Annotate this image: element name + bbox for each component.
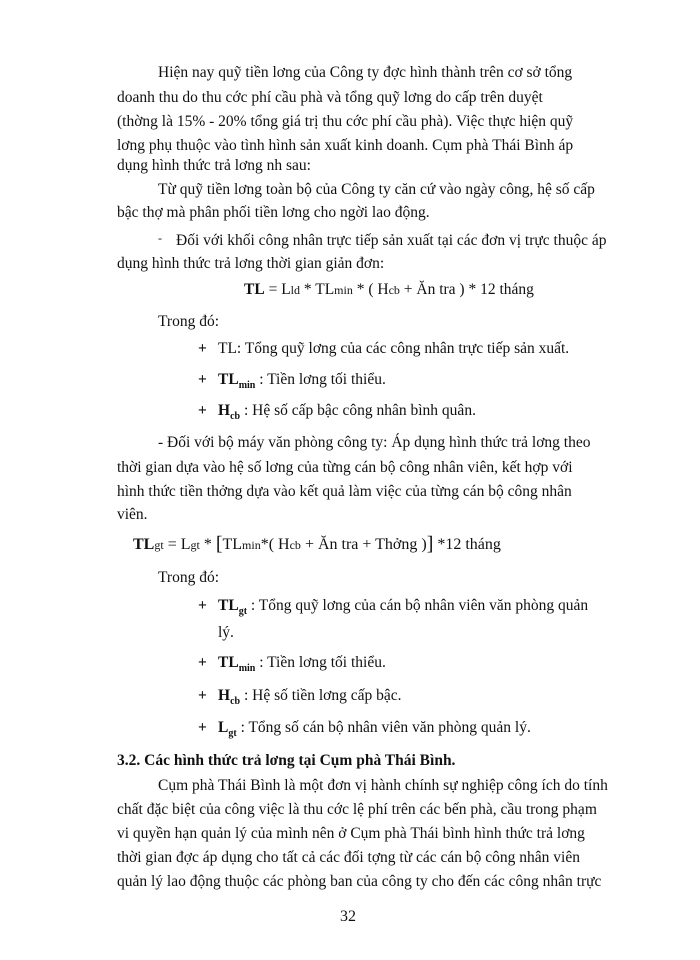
section-heading: 3.2. Các hình thức trả lơng tại Cụm phà Thái Bình. <box>117 752 456 769</box>
bullet-dash: - <box>158 231 162 245</box>
def2-item-4 <box>198 718 531 740</box>
def-text: : Hệ số tiền lơng cấp bậc. <box>240 687 402 704</box>
formula1-l: L <box>281 281 291 298</box>
def-symbol: TL <box>218 371 239 388</box>
para3-line-1 <box>158 231 606 251</box>
def-symbol-sub: gt <box>238 606 248 617</box>
para2-line-1: Từ quỹ tiền lơng toàn bộ của Công ty căn cứ vào ngày công, hệ số cấp <box>158 181 595 198</box>
para4-line-2: thời gian dựa vào hệ số lơng của từng cán bộ công nhân viên, kết hợp với <box>117 459 573 476</box>
formula2-lbracket: [ <box>215 533 223 555</box>
para1-line-4: lơng phụ thuộc vào tình hình sản xuất kinh doanh. Cụm phà Thái Bình áp <box>117 137 574 154</box>
formula2-tl-sub: min <box>242 538 261 552</box>
plus-icon: + <box>198 687 207 704</box>
para1-line-5: dụng hình thức trả lơng nh sau: <box>117 157 311 174</box>
para4-line-3: hình thức tiền thởng dựa vào kết quả làm việc của từng cán bộ công nhân <box>117 483 572 500</box>
formula2-lhs: TL <box>133 536 155 553</box>
formula2-tail: *12 tháng <box>433 536 501 553</box>
formula1-lhs: TL <box>244 281 265 298</box>
def-symbol: TL <box>218 597 239 614</box>
def1-item-1 <box>198 339 569 359</box>
formula2-l-sub: gt <box>190 538 200 552</box>
para5-line-5: quản lý lao động thuộc các phòng ban của công ty cho đến các công nhân trực <box>117 873 602 890</box>
def2-item-3 <box>198 686 402 708</box>
def-symbol: L <box>218 719 229 736</box>
formula1-rest: + Ăn tra ) * 12 tháng <box>399 281 534 298</box>
para5-line-4: thời gian đợc áp dụng cho tất cả các đối tợng từ các cán bộ công nhân viên <box>117 849 580 866</box>
trong-do-label-1: Trong đó: <box>158 313 220 330</box>
def-text: : Hệ số cấp bậc công nhân bình quân. <box>240 402 476 419</box>
def-symbol-sub: gt <box>228 728 237 739</box>
para4-line-1: - Đối với bộ máy văn phòng công ty: Áp dụng hình thức trả lơng theo <box>158 434 591 451</box>
formula1-h-sub: cb <box>388 283 400 297</box>
def1-item-2 <box>198 370 386 392</box>
para5-line-3: vi quyền hạn quản lý của mình nên ở Cụm phà Thái bình hình thức trả lơng <box>117 825 585 842</box>
def2-item-1-cont: lý. <box>218 624 234 641</box>
formula1-eq: = <box>264 281 282 298</box>
para3-text-1: Đối với khối công nhân trực tiếp sản xuất tại các đơn vị trực thuộc áp <box>176 232 607 249</box>
formula1-tl-sub: min <box>334 283 353 297</box>
plus-icon: + <box>198 719 207 736</box>
para5-line-2: chất đặc biệt của công việc là thu cớc lệ phí trên các bến phà, cầu trong phạm <box>117 801 597 818</box>
def-text: : Tiền lơng tối thiểu. <box>255 654 386 671</box>
plus-icon: + <box>198 371 207 388</box>
formula2-mul: * <box>199 536 216 553</box>
def-symbol-sub: min <box>238 380 256 391</box>
formula2-open: *( H <box>260 536 290 553</box>
para3-line-2: dụng hình thức trả lơng thời gian giản đơn: <box>117 255 385 272</box>
formula2-eq: = L <box>163 536 191 553</box>
formula1-mul: * TL <box>300 281 335 298</box>
def-symbol-sub: cb <box>230 696 241 707</box>
para1-line-2: doanh thu do thu cớc phí cầu phà và tổng quỹ lơng do cấp trên duyệt <box>117 89 543 106</box>
plus-icon: + <box>198 340 207 357</box>
formula-1 <box>244 279 534 301</box>
formula2-tl: TL <box>222 536 243 553</box>
formula2-rest: + Ăn tra + Thởng ) <box>300 536 427 553</box>
para1-line-3: (thờng là 15% - 20% tổng giá trị thu cớc phí cầu phà). Việc thực hiện quỹ <box>117 113 574 130</box>
formula2-rbracket: ] <box>426 533 434 555</box>
formula2-h-sub: cb <box>289 538 301 552</box>
def2-item-1 <box>198 596 588 618</box>
formula2-lhs-sub: gt <box>154 538 164 552</box>
page-number: 32 <box>340 908 356 925</box>
def-text: : Tiền lơng tối thiểu. <box>255 371 386 388</box>
def-symbol-sub: min <box>238 663 256 674</box>
para5-line-1: Cụm phà Thái Bình là một đơn vị hành chính sự nghiệp công ích do tính <box>158 777 608 794</box>
def-symbol: H <box>218 687 231 704</box>
para4-line-4: viên. <box>117 506 148 523</box>
def-symbol: H <box>218 402 231 419</box>
def-text: : Tổng số cán bộ nhân viên văn phòng quản lý. <box>236 719 531 736</box>
plus-icon: + <box>198 402 207 419</box>
para1-line-1: Hiện nay quỹ tiền lơng của Công ty đợc hình thành trên cơ sở tổng <box>158 64 573 81</box>
def-symbol-sub: cb <box>230 411 241 422</box>
formula1-l-sub: ld <box>290 283 300 297</box>
formula-2 <box>133 532 501 556</box>
def-text: : Tổng quỹ lơng của cán bộ nhân viên văn phòng quản <box>247 597 589 614</box>
formula1-open: * ( H <box>352 281 389 298</box>
def-text: TL: Tổng quỹ lơng của các công nhân trực tiếp sản xuất. <box>218 340 570 357</box>
def-symbol: TL <box>218 654 239 671</box>
def1-item-3 <box>198 401 476 423</box>
plus-icon: + <box>198 654 207 671</box>
plus-icon: + <box>198 597 207 614</box>
def2-item-2 <box>198 653 386 675</box>
para2-line-2: bậc thợ mà phân phối tiền lơng cho ngời lao động. <box>117 204 430 221</box>
trong-do-label-2: Trong đó: <box>158 569 220 586</box>
